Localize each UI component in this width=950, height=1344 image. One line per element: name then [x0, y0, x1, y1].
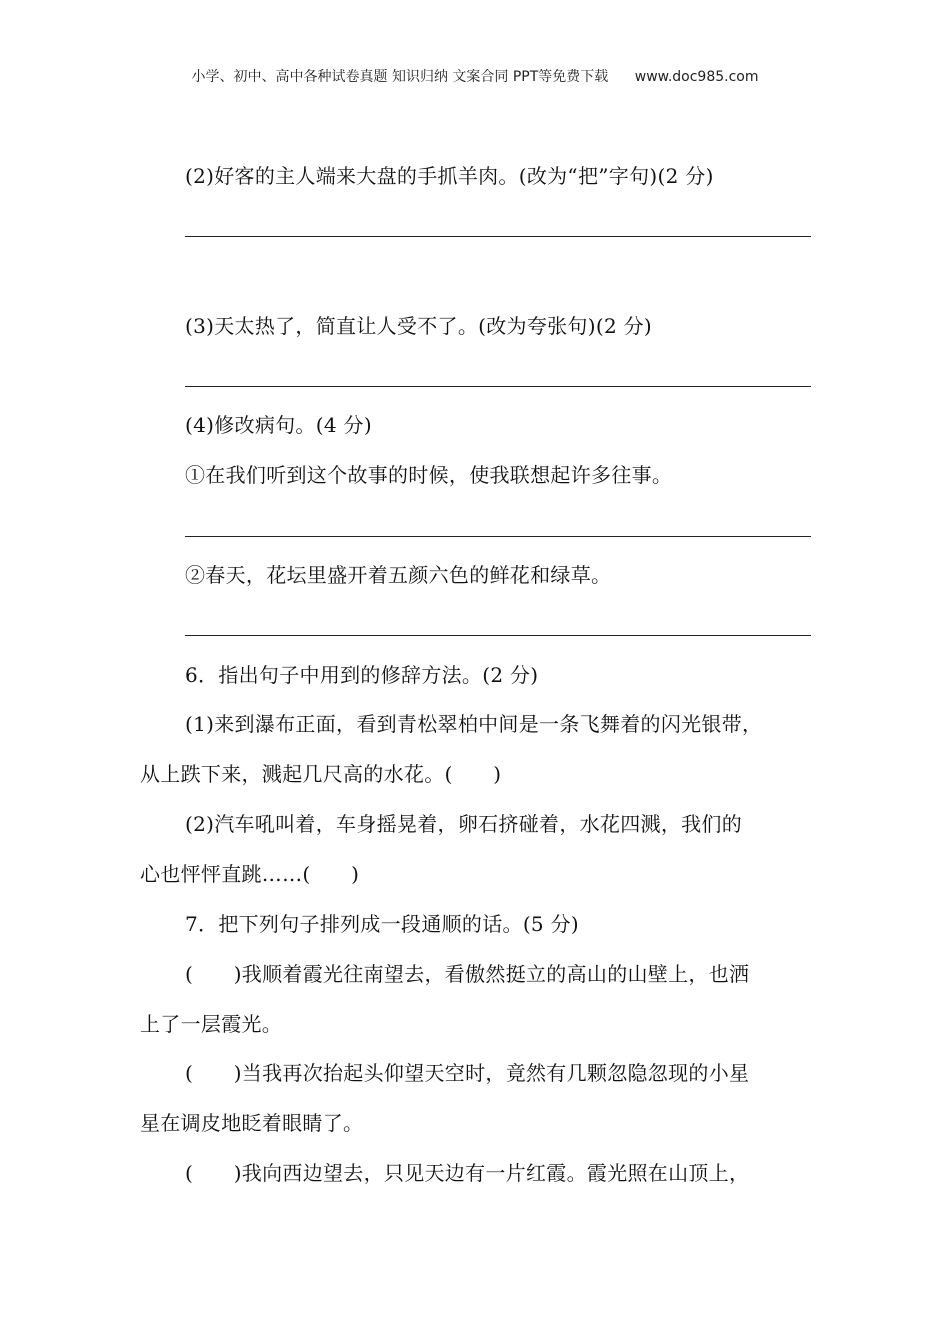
q6-sentence-1-line-1: (1)来到瀑布正面，看到青松翠柏中间是一条飞舞着的闪光银带，	[185, 712, 763, 736]
q7-sentence-c-line-1: ( )我向西边望去，只见天边有一片红霞。霞光照在山顶上，	[185, 1161, 750, 1185]
answer-line	[185, 635, 811, 636]
q5-item-3: (3)天太热了，简直让人受不了。(改为夸张句)(2 分)	[185, 314, 653, 338]
header-site-url: www.doc985.com	[634, 69, 759, 85]
q7-sentence-b-line-2: 星在调皮地眨着眼睛了。	[140, 1111, 364, 1135]
q6-title: 6．指出句子中用到的修辞方法。(2 分)	[185, 663, 539, 687]
q7-sentence-a-line-2: 上了一层霞光。	[140, 1012, 283, 1036]
q5-item-4a: ①在我们听到这个故事的时候，使我联想起许多往事。	[185, 463, 673, 487]
q5-item-2: (2)好客的主人端来大盘的手抓羊肉。(改为“把”字句)(2 分)	[185, 164, 714, 188]
q6-sentence-2-line-2: 心也怦怦直跳……( )	[140, 862, 360, 886]
q6-sentence-2-line-1: (2)汽车吼叫着，车身摇晃着，卵石挤碰着，水花四溅，我们的	[185, 812, 743, 836]
header-banner: 小学、初中、高中各种试卷真题 知识归纳 文案合同 PPT等免费下载	[191, 69, 609, 85]
q7-sentence-b-line-1: ( )当我再次抬起头仰望天空时，竟然有几颗忽隐忽现的小星	[185, 1061, 750, 1085]
answer-line	[185, 536, 811, 537]
answer-line	[185, 386, 811, 387]
q6-sentence-1-line-2: 从上跌下来，溅起几尺高的水花。( )	[140, 762, 502, 786]
q5-item-4: (4)修改病句。(4 分)	[185, 413, 372, 437]
answer-line	[185, 236, 811, 237]
q7-title: 7．把下列句子排列成一段通顺的话。(5 分)	[185, 912, 580, 936]
page-header	[0, 66, 950, 86]
q5-item-4b: ②春天，花坛里盛开着五颜六色的鲜花和绿草。	[185, 563, 612, 587]
q7-sentence-a-line-1: ( )我顺着霞光往南望去，看傲然挺立的高山的山壁上，也洒	[185, 962, 750, 986]
